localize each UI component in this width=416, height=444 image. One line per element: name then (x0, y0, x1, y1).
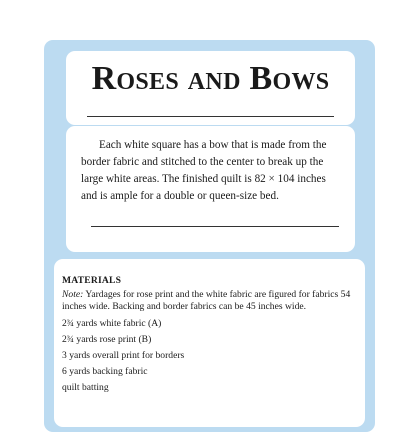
title-panel (66, 51, 355, 125)
pattern-card (44, 40, 375, 432)
pattern-title: Roses and Bows (91, 60, 330, 97)
material-item: 6 yards backing fabric (62, 366, 148, 377)
materials-panel (54, 259, 365, 427)
materials-heading: MATERIALS (62, 275, 122, 286)
materials-list (62, 317, 355, 397)
title-divider (87, 116, 334, 117)
note-label: Note: (62, 289, 84, 300)
pattern-description: Each white square has a bow that is made from the border fabric and stitched to the center to break up the large white areas. The finished quilt is 82 × 104 inches and is ample for a double or queen-size bed. (81, 139, 327, 202)
description-panel (66, 126, 355, 252)
description-divider (91, 226, 339, 227)
material-item: 2¾ yards white fabric (A) (62, 318, 162, 329)
material-item: 2¾ yards rose print (B) (62, 334, 152, 345)
material-item: 3 yards overall print for borders (62, 350, 185, 361)
material-item: quilt batting (62, 382, 109, 393)
note-text: Yardages for rose print and the white fabric are figured for fabrics 54 inches wide. Backing and border fabrics can be 45 inches wide. (62, 289, 351, 312)
materials-note (62, 289, 355, 313)
